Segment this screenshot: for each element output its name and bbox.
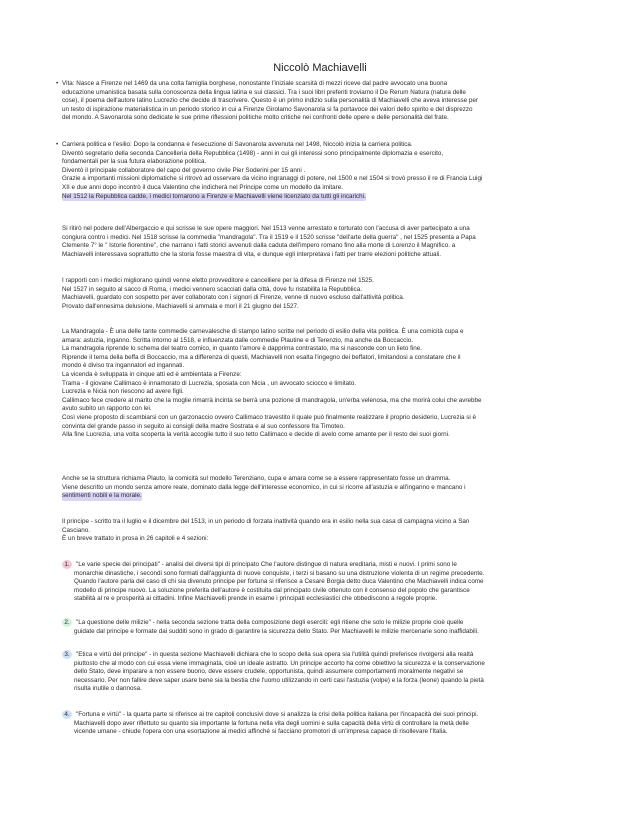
sezione-line: dello Stato, deve imparare a non essere buono, deve essere crudele, opportunista, quindi assumere comportamenti moralmente negativi se: [74, 668, 464, 676]
rapporti-line: Nel 1527 in seguito al sacco di Roma, i medici vennero scacciati dalla città, dove fu ristabilita la Repubblica.: [62, 285, 362, 293]
mandragola-line: La mandragola riprende lo schema del teatro comico, in quanto l'amore è dapprima contrastato, ma si nasconde con un lieto fine.: [62, 345, 422, 353]
albergaccio-line: Si ritirò nel podere dell'Albergaccio e qui scrisse le sue opere maggiori. Nel 1513 venne arrestato e torturato con l'accusa di aver partecipato a una: [62, 225, 470, 232]
sezione-line: risulta inutile o dannosa.: [74, 685, 142, 693]
struttura-line: sentimenti nobili e la morale.: [62, 492, 142, 500]
mandragola-line: Così viene proposto di scambiarsi con un garzonaccio ovvero Callimaco travestito il quale può finalmente realizzare il proprio desiderio, Lucrezia si è: [62, 413, 477, 421]
mandragola-line: La vicenda è sviluppata in cinque atti ed è ambientata a Firenze:: [62, 370, 242, 378]
mandragola-line: La Mandragola - È una delle tante commedie carnevalesche di stampo latino scritte nel periodo di esilio della vita politica. È una comicità cupa e: [62, 328, 464, 335]
sezione-line: piuttosto che al modo con cui essa viene immaginata, cioè un ideale astratto. Un principe accorto ha come obiettivo la sicurezza e la conservazione: [74, 659, 485, 667]
mandragola-line: avuto subito un rapporto con lei.: [62, 405, 152, 413]
sezione-line: modello di principe nuovo. La soluzione preferita dell'autore è costituita dal principato civile ottenuto con il consenso del popolo che garantisce: [74, 586, 470, 594]
albergaccio-line: Machiavelli interessava soprattutto che la storia fosse maestra di vita, e dunque egli interpretava i fatti per trarre elezioni politiche attuali.: [62, 250, 442, 258]
vita-line: educazione umanistica basata sulla conoscenza della lingua latina e sui classici. Tra i suoi libri preferiti troviamo il De Rerum Natura (natura delle: [62, 88, 466, 96]
mandragola-line: convinta del grande passo in seguito ai consigli della madre Sostrata e al suo confessore fra Timoteo.: [62, 422, 345, 430]
section-rapporti: [62, 277, 584, 311]
principe-line: È un breve trattato in prosa in 26 capitoli e 4 sezioni:: [62, 535, 209, 543]
section-number: 2.: [62, 618, 72, 627]
sezione-line: necessario. Per non fallire deve saper usare bene sia la bestia che l'uomo utilizzando in certi casi l'astuzia (volpe) e la forza (leone) quando la pietà: [74, 676, 484, 684]
mandragola-line: mondo è diviso tra ingannatori ed ingannati.: [62, 362, 185, 370]
vita-line: cose), il poema dell'autore latino Lucrezio che decide di trascrivere. Questo è un primo indizio sulla personalità di Machiavelli che aveva interesse per: [62, 97, 478, 105]
struttura-line: Viene descritto un mondo senza amore reale, dominato dalla legge dell'interesse economico, in cui si ricorre all'astuzia e all'inganno e mancano i: [62, 483, 466, 491]
section-number: 3.: [62, 650, 72, 659]
carriera-line: • Carriera politica e l'esilio: Dopo la condanna e l'esecuzione di Savonarola avvenuta nel 1498, Niccolò inizia la carriera politica.: [62, 141, 413, 148]
section-number: 1.: [62, 560, 72, 569]
carriera-line: fondamentali per la sua futura elaborazione politica.: [62, 158, 207, 166]
sezione-line: "Etica e virtù del principe" - in questa sezione Machiavelli dichiara che lo scopo della sua opera sia l'utilità quindi preferisce rivolgersi alla realtà: [76, 651, 474, 658]
vita-line: un testo di ispirazione materialistica in un periodo storico in cui a Firenze Girolamo Savonarola si fa portavoce dei valori dello spirito e del disprezzo: [62, 105, 473, 113]
sezione-3: [62, 650, 584, 694]
sezione-4: [62, 710, 584, 737]
carriera-line: Nel 1512 la Repubblica cadde, i medici tornarono a Firenze e Machiavelli viene licenziato da tutti gli incarichi.: [62, 192, 366, 200]
sezione-line: stabilità al re e prosperità ai cittadini. Infine Machiavelli prende in esame i principati ecclesiastici che obbediscono a regole proprie.: [74, 595, 437, 603]
section-vita: [62, 80, 584, 123]
sezione-line: "Le varie specie dei principati" - analisi dei diversi tipi di principato Che l'autore distingue di natura ereditaria, misti e nuovi. I primi sono le: [76, 561, 457, 568]
sezione-line: monarchie dinastiche, i secondi sono formati dall'aggiunta di nuove conquiste, i terzi si basano su una distruzione violenta di un regime precedente.: [74, 569, 485, 577]
sezione-line: Quando l'autore parla del caso di chi sia divenuto principe per fortuna si riferisce a Cesare Borgia detto duca Valentino che Machiavelli indica come: [74, 578, 484, 586]
albergaccio-line: congiura contro i medici. Nel 1518 scrisse la commedia "mandragola". Tra il 1519 e il 1520 scrisse "dell'arte della guerra" , nel 1525 presenta a Papa: [62, 233, 476, 241]
sezione-line: "La questione delle milizie" - nella seconda sezione tratta della composizione degli eserciti: egli ritiene che solo le milizie proprie cioè quelle: [76, 619, 464, 626]
mandragola-line: Riprende il tema della beffa di Boccaccio, ma a differenza di questi, Machiavelli non esalta l'ingegno dei beffatori, limitandosi a constatare che il: [62, 353, 461, 361]
mandragola-line: Trama - il giovane Callimaco è innamorato di Lucrezia, sposata con Nicia , un avvocato sciocco e limitato.: [62, 379, 357, 387]
mandragola-line: Alla fine Lucrezia, una volta scoperta la verità accoglie tutto il suo tetto Callimaco e decide di avelo come amante per il resto dei suoi giorni.: [62, 431, 450, 439]
principe-line: Casciano.: [62, 526, 91, 534]
rapporti-line: Machiavelli, guardato con sospetto per aver collaborato con i signori di Firenze, venne di nuovo escluso dall'attività politica.: [62, 294, 405, 302]
rapporti-line: Provato dall'ennesima delusione, Machiavelli si ammala e morì il 21 giugno del 1527.: [62, 302, 299, 310]
principe-line: Il principe - scritto tra il luglio e il dicembre del 1513, in un periodo di forzata inattività quando era in esilio nella sua casa di campagna vicino a San: [62, 518, 470, 525]
albergaccio-line: Clemente 7° le " Istorie fiorentine", che narrano i fatti storici avvenuti dalla caduta dell'impero romano fino alla morte di Lorenzo il Magnifico. a: [62, 242, 456, 250]
section-number: 4.: [62, 710, 72, 719]
sezione-line: guidate dal principe e formate dai sudditi sono in grado di garantire la sicurezza dello Stato. Per Machiavelli le milizie mercenarie sono inaffidabili.: [74, 627, 479, 635]
section-principe: [62, 518, 584, 544]
mandragola-line: Callimaco fece credere al marito che la moglie rimarrà incinta se berrà una pozione di mandragola, un'erba velenosa, ma che morirà colui che avrebbe: [62, 396, 482, 404]
carriera-line: XII e due anni dopo incontrò il duca Valentino che indicherà nel Principe come un modello da imitare.: [62, 183, 343, 191]
rapporti-line: I rapporti con i medici migliorano quindi venne eletto provveditore e cancelliere per la difesa di Firenze nel 1525.: [62, 277, 374, 284]
section-struttura: [62, 475, 584, 501]
page-title: Niccolò Machiavelli: [273, 62, 367, 74]
sezione-line: vicende umane - chiude l'opera con una esortazione ai medici affinché si facciano promotori di un'impresa capace di risollevare l'Italia.: [74, 728, 448, 736]
sezione-2: [62, 618, 584, 636]
vita-line: del mondo. A Savonarola sono dedicate le sue prime riflessioni politiche molto critiche nei confronti delle opere e delle personalità del frate.: [62, 114, 449, 122]
section-carriera: [62, 141, 584, 201]
carriera-line: Diventò segretario della seconda Cancelleria della Repubblica (1498) - anni in cui gli interessi sono principalmente diplomazia e esercito,: [62, 149, 444, 157]
vita-line: • Vita: Nasce a Firenze nel 1469 da una colta famiglia borghese, nonostante l'iniziale scarsità di mezzi riceve dal padre avvocato una buona: [62, 80, 448, 87]
mandragola-line: Lucrezia e Nicia non riescono ad avere figli.: [62, 388, 184, 396]
section-mandragola: [62, 328, 584, 440]
struttura-line: Anche se la struttura richiama Plauto, la comicità sul modello Terenziano, cupa e amara come se a essere rappresentato fosse un dramma.: [62, 475, 451, 482]
sezione-line: Machiavelli dopo aver riflettuto su quanto sia importante la fortuna nella vita degli uomini e sulla capacità della virtù di controllare la metà delle: [74, 719, 469, 727]
carriera-line: Diventò il principale collaboratore del capo del governo civile Pier Soderini per 15 anni .: [62, 166, 306, 174]
sezione-line: "Fortuna e virtù" - la quarta parte si riferisce ai tre capitoli conclusivi dove si analizza la crisi della politica italiana per l'incapacità dei suoi principi.: [76, 711, 479, 718]
section-albergaccio: [62, 225, 584, 259]
mandragola-line: amara: astuzia, inganno. Scritta intorno al 1518, e influenzata dalle commedie Plautine e di Terenzio, ma anche da Boccaccio.: [62, 336, 413, 344]
carriera-line: Grazie a importanti missioni diplomatiche si ritrovò ad osservare da vicino ingranaggi di potere, nel 1500 e nel 1504 si trovò presso il re di Francia Luigi: [62, 175, 483, 183]
sezione-1: [62, 560, 584, 604]
